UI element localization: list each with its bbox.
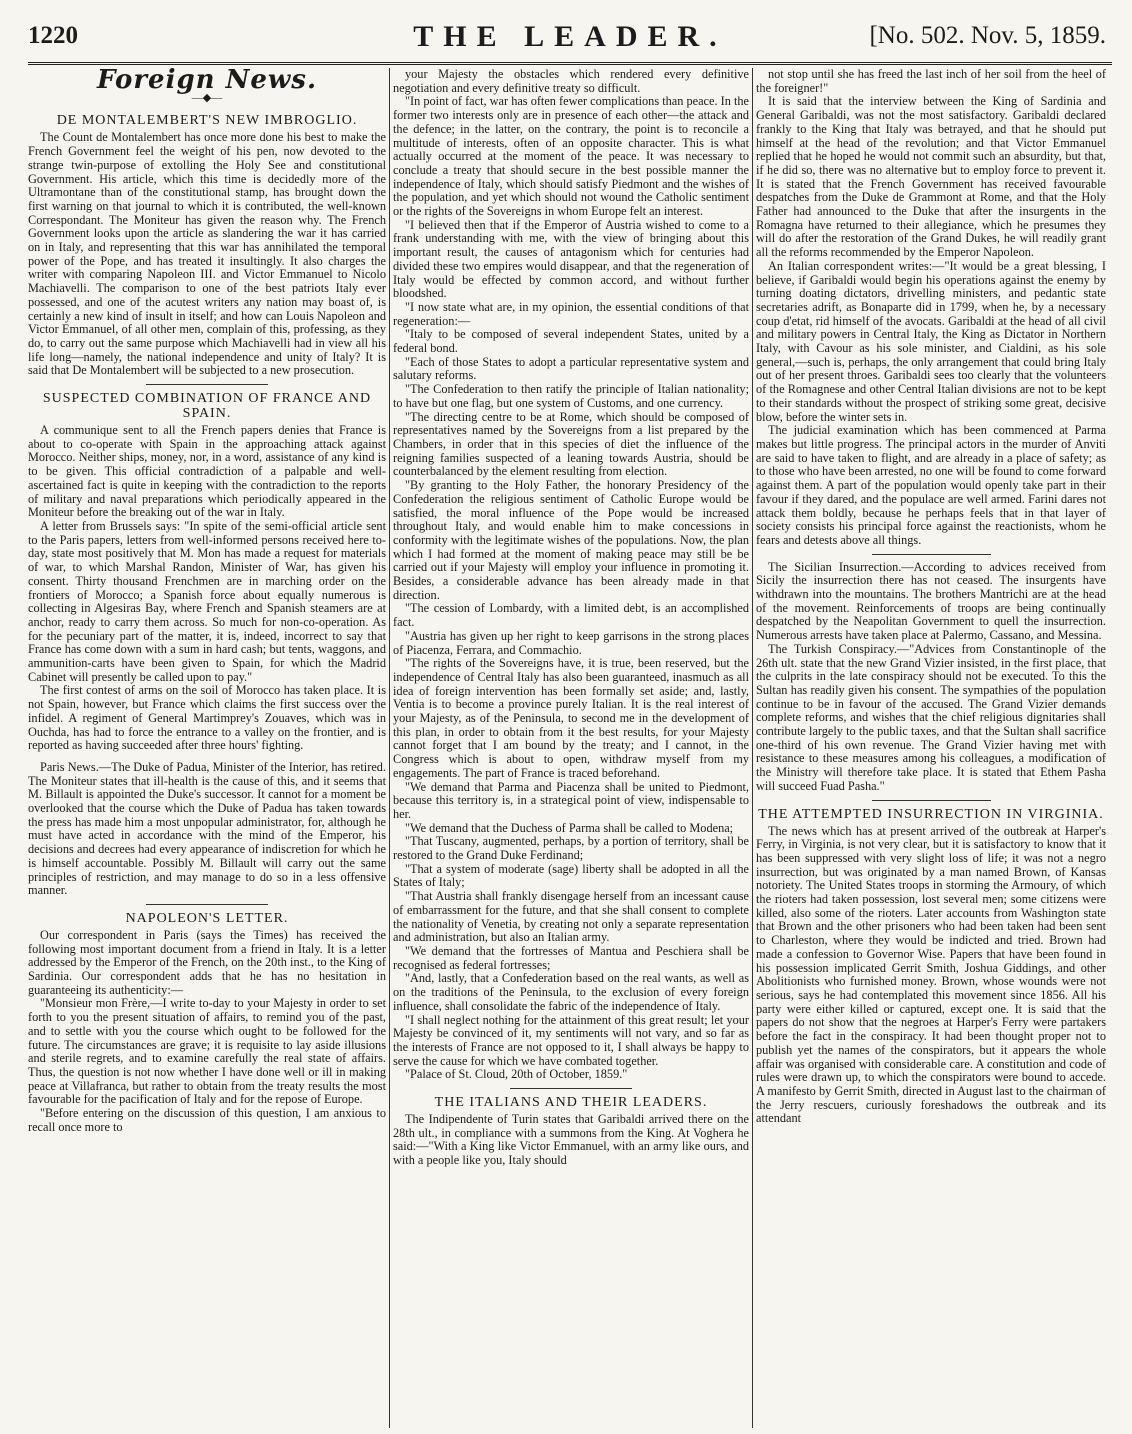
paragraph: "By granting to the Holy Father, the honorary Presidency of the Confederation the religious sentiment of Catholic Europe would be satisfied, the moral influence of the Pope would be increased throughout Italy, and would enable him to make concessions in conformity with the legitimate wishes of the populations. Now, the plan which I had formed at the moment of making peace may still be be carried out if your Majesty will employ your influence in promoting it. Besides, a considerable advance has been already made in that direction. [393, 478, 749, 602]
paragraph: The Count de Montalembert has once more done his best to make the French Government feel the weight of his pen, now devoted to the strange twin-purpose of extolling the Holy See and constitutional Government. His article, which this time is decidedly more of the Ultramontane than of the constitutional stamp, has brought down the first warning on that journal to which it is contributed, the well-known Correspondant. The Moniteur has given the reason why. The French Government looks upon the article as slandering the war it has carried on in Italy, and representing that this war has annihilated the temporal power of the Pope, and has treated it insultingly. It also charges the writer with comparing Napoleon III. and Victor Emmanuel to Nicolo Machiavelli. The comparison to one of the best patriots Italy ever possessed, and one of the acutest writers any nation may boast of, is certainly a new kind of insult in itself; and how can Louis Napoleon and Victor Emmanuel, of all other men, complain of this, professing, as they do, to carry out the same purpose which Machiavelli had in view all his life long—namely, the national independence and unity of Italy? It is said that De Montalembert will be subjected to a new prosecution. [28, 130, 386, 378]
paragraph: The Indipendente of Turin states that Garibaldi arrived there on the 28th ult., in compliance with a summons from the King. At Voghera he said:—"With a King like Victor Emmanuel, with an army like ours, and with a people like you, Italy should [393, 1112, 749, 1168]
column-rule [752, 68, 753, 1428]
separator [872, 800, 991, 801]
separator [146, 904, 268, 905]
paragraph: "The rights of the Sovereigns have, it is true, been reserved, but the independence of Central Italy has also been guaranteed, inasmuch as all idea of foreign intervention has been formally set aside; and, lastly, Ventia is to become a province purely Italian. It is the real interest of your Majesty, as of the Peninsula, to second me in the development of this plan, in order to obtain from it the best results, for your Majesty cannot forget that I am bound by the treaty; and I cannot, in the Congress which is about to open, withdraw myself from my engagements. The part of France is traced beforehand. [393, 656, 749, 780]
paragraph: "Each of those States to adopt a particular representative system and salutary reforms. [393, 354, 749, 383]
paragraph: "The cession of Lombardy, with a limited debt, is an accomplished fact. [393, 601, 749, 630]
paragraph: "Austria has given up her right to keep garrisons in the strong places of Piacenza, Ferrara, and Commachio. [393, 628, 749, 657]
column-3 [756, 68, 1106, 1428]
paragraph: "We demand that the Duchess of Parma shall be called to Modena; [405, 820, 734, 835]
article-heading: THE ATTEMPTED INSURRECTION IN VIRGINIA. [758, 806, 1104, 822]
newspaper-title: THE LEADER. [413, 20, 727, 53]
paragraph: "That Austria shall frankly disengage herself from an incessant cause of embarrassment for the future, and that she shall consent to complete the nationality of Venetia, by creating not only a separate representation and administration, but also an Italian army. [393, 889, 749, 945]
paragraph: "That a system of moderate (sage) liberty shall be adopted in all the States of Italy; [393, 861, 749, 890]
paragraph: "We demand that the fortresses of Mantua and Peschiera shall be recognised as federal fortresses; [393, 944, 749, 972]
paragraph: "Monsieur mon Frère,—I write to-day to your Majesty in order to set forth to you the present situation of affairs, to remind you of the past, and to settle with you the course which ought to be followed for the future. The circumstances are grave; it is requisite to lay aside illusions and sterile regrets, and to examine carefully the real state of affairs. Thus, the question is not now whether I have done well or ill in making peace at Villafranca, but rather to obtain from the treaty results the most favourable for the pacification of Italy and for the repose of Europe. [28, 996, 386, 1107]
separator [510, 1088, 631, 1089]
issue-date: [No. 502. Nov. 5, 1859. [869, 22, 1106, 49]
paragraph: "The directing centre to be at Rome, which should be composed of representatives named by the Sovereigns from a list prepared by the Chambers, in order that in this species of diet the influence of the reigning families suspected of a leaning towards Austria, should be counterbalanced by the element resulting from election. [393, 409, 749, 479]
paragraph: Paris News.—The Duke of Padua, Minister of the Interior, has retired. The Moniteur states that ill-health is the cause of this, and it seems that M. Billault is appointed the Duke's successor. It cannot for a moment be overlooked that the course which the Duke of Padua has taken towards the press has made him a most unpopular administrator, for, although he must have acted in accordance with the mind of the Emperor, his decisions and decrees had every appearance of indiscretion for which he is himself accountable. Possibly M. Billault will carry out the same principles of restriction, and may manage to do so in a less offensive manner. [28, 759, 386, 898]
ornament: —◆— [191, 91, 223, 104]
masthead [28, 18, 1112, 65]
article-heading: DE MONTALEMBERT'S NEW IMBROGLIO. [56, 113, 358, 129]
paragraph: "I now state what are, in my opinion, the essential conditions of that regeneration:— [393, 299, 749, 328]
paragraph: "We demand that Parma and Piacenza shall be united to Piedmont, because this territory is, in a strategical point of view, indispensable to her. [393, 779, 749, 821]
separator [872, 554, 991, 555]
separator [146, 384, 268, 385]
paragraph: The judicial examination which has been commenced at Parma makes but little progress. The principal actors in the murder of Anviti are said to have taken to flight, and are already in a place of safety; as to those who have been arrested, no one will be found to come forward against them. A part of the population would openly take part in their favour if they dared, and the populace are well armed. Farini dares not attack them boldly, because he perhaps feels that in that layer of society consists his principal force against the reactionists, whom he fears and detests above all things. [756, 423, 1106, 547]
paragraph: The news which has at present arrived of the outbreak at Harper's Ferry, in Virginia, is not very clear, but it is satisfactory to know that it has been suppressed with very slight loss of life; it was not a negro insurrection, but was originated by a man named Brown, of Kansas notoriety. The United States troops in storming the Armoury, of which the rioters had taken possession, lost several men; some citizens were killed, also some of the rioters. Later accounts from Washington state that Brown and the other prisoners who had been taken had been sent to Charleston, where they would be indicted and tried. Brown had made a confession to Governor Wise. Papers that have been found in his possession implicated Gerrit Smith, Joshua Giddings, and other Abolitionists who furnished money. Brown, whose wounds were not serious, says he had contemplated this movement since 1856. All his party were either killed or captured, except one. It is said that the papers do not show that the negroes at Harper's Ferry were partakers before the fact in the conspiracy. It had been thought proper not to publish yet the names of the conspirators, but it appears the whole affair was organised with considerable care. A constitution and code of rules were drawn up, to which the conspirators were bound to accede. A manifesto by Gerrit Smith, directed in August last to the chairman of the Jerry rescuers, curiously foreshadows the outbreak and its attendant [756, 823, 1106, 1126]
paragraph: It is said that the interview between the King of Sardinia and General Garibaldi, was not the most satisfactory. Garibaldi declared frankly to the King that Italy was betrayed, and that he should put himself at the head of the revolution; and that Victor Emmanuel replied that he hoped he would not commit such an absurdity, but that, if he did so, there was no alternative but to employ force to prevent it. It is stated that the French Government has received favourable despatches from the Duke de Grammont at Rome, and that the Holy Father had announced to the Duke that after the insurgents in the Romagna have returned to their allegiance, which he presumes they will do after the restoration of the Grand Dukes, he will readily grant all the reforms recommended by the Emperor Napoleon. [756, 94, 1106, 260]
column-2 [393, 68, 749, 1428]
paragraph: A letter from Brussels says: "In spite of the semi-official article sent to the Paris papers, letters from well-informed persons received here to-day, state most positively that M. Mon has made a request for materials of war, to which Marshal Randon, Minister of War, has given his consent. Thirty thousand Frenchmen are in marching order on the frontiers of Morocco; a Spanish force about equally numerous is collecting in Algesiras Bay, where French and Spanish steamers are at anchor, ready to carry them across. So much for non-co-operation. As for the pecuniary part of the matter, it is, indeed, incorrect to say that France has come down with a sum in hard cash; but tents, waggons, and ammunition-carts have been given to Spain, for which the Madrid Cabinet will presently be called upon to pay." [28, 518, 386, 684]
paragraph: "Italy to be composed of several independent States, united by a federal bond. [393, 327, 749, 356]
article-heading: THE ITALIANS AND THEIR LEADERS. [434, 1095, 708, 1111]
column-rule [389, 68, 390, 1428]
paragraph: your Majesty the obstacles which rendered every definitive negotiation and every definitive treaty so difficult. [393, 68, 749, 95]
paragraph: "And, lastly, that a Confederation based on the real wants, as well as on the traditions of the Peninsula, to the exclusion of every foreign influence, shall consolidate the fabric of the independence of Italy. [393, 971, 749, 1013]
paragraph: "That Tuscany, augmented, perhaps, by a portion of territory, shall be restored to the Grand Duke Ferdinand; [393, 834, 749, 863]
section-heading: Foreign News. [96, 68, 317, 95]
paragraph: "Palace of St. Cloud, 20th of October, 1859." [405, 1067, 628, 1082]
paragraph: not stop until she has freed the last inch of her soil from the heel of the foreigner!" [756, 68, 1106, 95]
paragraph: The Turkish Conspiracy.—"Advices from Constantinople of the 26th ult. state that the new Grand Vizier insisted, in the first place, that the culprits in the late conspiracy should not be executed. To this the Sultan has readily given his consent. The sympathies of the population continue to be in favour of the accused. The Grand Vizier demands complete reforms, and wishes that the chief religious dignitaries shall contribute largely to the public taxes, and that the Sultan shall sacrifice one-third of his own revenue. The Grand Vizier having met with resistance to these measures among his colleagues, a modification of the Ministry will therefore take place. It is stated that Ethem Pasha will succeed Fuad Pasha." [756, 641, 1106, 793]
paragraph: "I believed then that if the Emperor of Austria wished to come to a frank understanding with me, with the view of bringing about this important result, the causes of antagonism which for centuries had divided these two empires would disappear, and that the regeneration of Italy would be effected by common accord, and without further bloodshed. [393, 217, 749, 301]
paragraph: The Sicilian Insurrection.—According to advices received from Sicily the insurrection there has not ceased. The insurgents have withdrawn into the mountains. The brothers Mantrichi are at the head of the movement. Reinforcements of troops are being continually despatched by the Neapolitan Government to quell the insurrection. Numerous arrests have taken place at Palermo, Cassano, and Messina. [756, 559, 1106, 643]
article-heading: SUSPECTED COMBINATION OF FRANCE AND SPAIN. [42, 391, 372, 422]
page-number: 1220 [28, 22, 78, 49]
paragraph: "The Confederation to then ratify the principle of Italian nationality; to have but one flag, but one system of Customs, and one currency. [393, 382, 749, 410]
paragraph: "Before entering on the discussion of this question, I am anxious to recall once more to [28, 1106, 386, 1134]
article-heading: NAPOLEON'S LETTER. [125, 910, 289, 926]
paragraph: A communique sent to all the French papers denies that France is about to co-operate with Spain in the approaching attack against Morocco. Neither ships, money, nor, in a word, assistance of any kind is to be given. This official contradiction of a palpable and well-ascertained fact is quite in keeping with the contradiction to the reports of military and naval preparations which periodically appeared in the Moniteur before the breaking out of the war in Italy. [28, 423, 386, 520]
paragraph: "I shall neglect nothing for the attainment of this great result; let your Majesty be convinced of it, my sentiments will not vary, and so far as the interests of France are not opposed to it, I shall always be happy to serve the cause for which we have combated together. [393, 1012, 749, 1068]
paragraph: The first contest of arms on the soil of Morocco has taken place. It is not Spain, however, but France which claims the first success over the infidel. A regiment of General Martimprey's Zouaves, which was in Ouchda, has had to force the entrance to a valley on the frontier, and is reported as having succeeded after three hours' fighting. [28, 683, 386, 753]
paragraph: An Italian correspondent writes:—"It would be a great blessing, I believe, if Garibaldi would begin his operations against the enemy by turning doating dictators, drivelling ministers, and pedantic state secretaries adrift, as Bonaparte did in 1799, when he, by a necessary coup d'etat, rid himself of the avocats. Garibaldi at the head of all civil and military powers in Central Italy, the King as Dictator in Northern Italy, with Cavour as his sole minister, and Cialdini, as his sole general,—such is, perhaps, the only arrangement that could bring Italy out of her present throes. Garibaldi sees too clearly that the volunteers of the Romagnese and other Central Italian divisions are not to be kept to their standards without the prospect of striking some great, decisive blow, before the winter sets in. [756, 258, 1106, 424]
column-1 [28, 68, 386, 1428]
paragraph: "In point of fact, war has often fewer complications than peace. In the former two interests only are in presence of each other—the attack and the defence; in the latter, on the contrary, the point is to reconcile a multitude of interests, often of an opposite character. This is what actually occurred at the moment of the peace. It was necessary to conclude a treaty that should secure in the best possible manner the independence of Italy, which should satisfy Piedmont and the wishes of the population, and yet which should not wound the Catholic sentiment or the rights of the Sovereigns in whom Europe felt an interest. [393, 94, 749, 219]
paragraph: Our correspondent in Paris (says the Times) has received the following most important document from a friend in Italy. It is a letter addressed by the Emperor of the French, on the 20th inst., to the King of Sardinia. Our correspondent adds that he has no hesitation in guaranteeing its authenticity:— [28, 927, 386, 997]
